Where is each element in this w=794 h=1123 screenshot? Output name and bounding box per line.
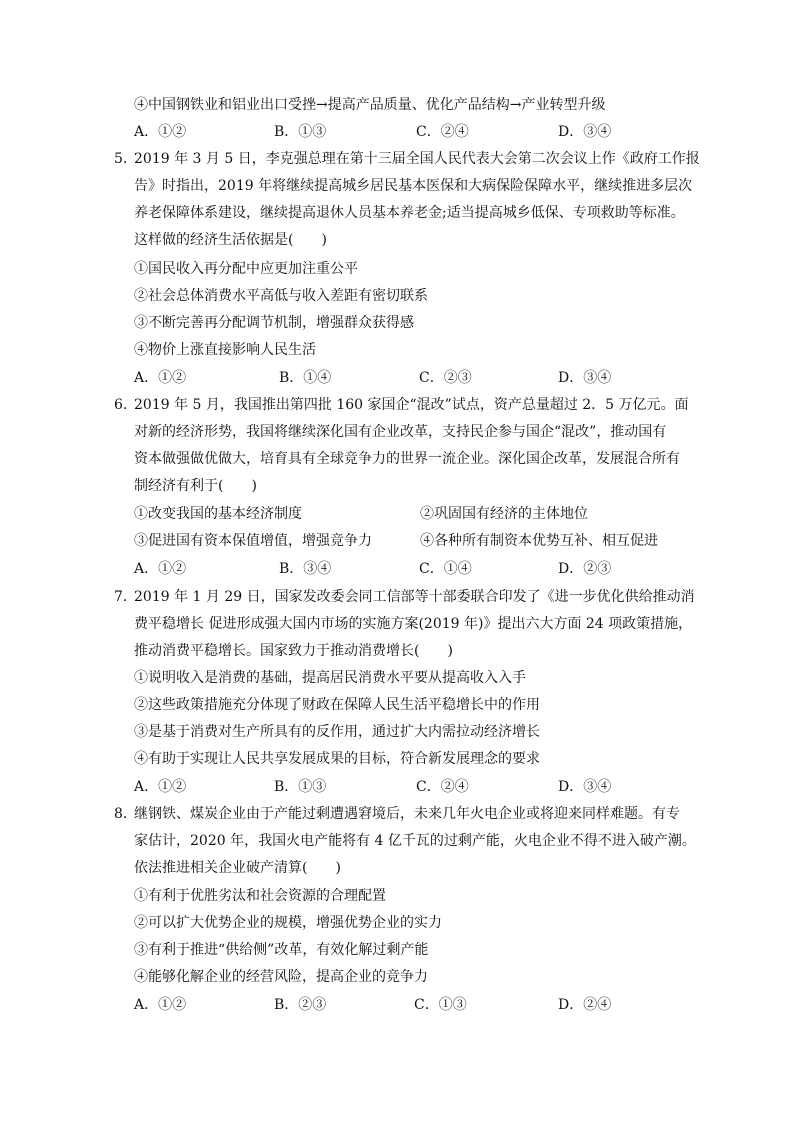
- q6-statement-4: ④各种所有制资本优势互补、相互促进: [420, 533, 658, 549]
- q8-statement-1: ①有利于优胜劣汰和社会资源的合理配置: [134, 888, 386, 904]
- q7-statement-2: ②这些政策措施充分体现了财政在保障人民生活平稳增长中的作用: [134, 697, 540, 713]
- q7-choice-c: C．②④: [416, 779, 469, 795]
- q5-statement-4: ④物价上涨直接影响人民生活: [134, 342, 316, 358]
- q6-choice-d: D．②③: [558, 561, 612, 577]
- q5-stem-line-1: 2019 年 3 月 5 日，李克强总理在第十三届全国人民代表大会第二次会议上作《政府工作报: [134, 151, 700, 167]
- q6-choice-b: B．③④: [279, 561, 332, 577]
- q7-stem-line-1: 2019 年 1 月 29 日，国家发改委会同工信部等十部委联合印发了《进一步优化供给推动消: [134, 589, 695, 605]
- q5-stem-line-3: 养老保障体系建设，继续提高退休人员基本养老金;适当提高城乡低保、专项救助等标准。: [134, 205, 685, 221]
- q7-choice-b: B．①③: [274, 779, 327, 795]
- q5-choice-c: C．②③: [419, 370, 472, 386]
- q6-stem-line-2: 对新的经济形势，我国将继续深化国有企业改革，支持民企参与国企“混改”，推动国有: [134, 424, 667, 440]
- q4-statement-4: ④中国钢铁业和铝业出口受挫→提高产品质量、优化产品结构→产业转型升级: [134, 97, 606, 113]
- q6-choice-a: A．①②: [134, 561, 187, 577]
- q8-stem-line-1: 继钢铁、煤炭企业由于产能过剩遭遇窘境后，未来几年火电企业或将迎来同样难题。有专: [134, 806, 680, 822]
- q7-number: 7．: [114, 589, 137, 605]
- q7-stem-line-2: 费平稳增长 促进形成强大国内市场的实施方案(2019 年)》提出六大方面 24 项政策措施，: [134, 616, 693, 632]
- q4-choice-b: B．①③: [274, 124, 327, 140]
- q6-statement-3: ③促进国有资本保值增值，增强竞争力: [134, 533, 372, 549]
- q6-number: 6．: [114, 397, 137, 413]
- q8-stem-line-3: 依法推进相关企业破产清算( ): [134, 860, 341, 876]
- q6-stem-line-3: 资本做强做优做大，培育具有全球竞争力的世界一流企业。深化国企改革，发展混合所有: [134, 451, 680, 467]
- q5-choice-d: D．③④: [558, 370, 612, 386]
- q8-statement-2: ②可以扩大优势企业的规模，增强优势企业的实力: [134, 915, 442, 931]
- q8-statement-3: ③有利于推进“供给侧”改革，有效化解过剩产能: [134, 942, 429, 958]
- q5-choice-a: A．①②: [134, 370, 187, 386]
- q7-stem-line-3: 推动消费平稳增长。国家致力于推动消费增长( ): [134, 643, 453, 659]
- q5-statement-3: ③不断完善再分配调节机制，增强群众获得感: [134, 315, 414, 331]
- q5-stem-line-2: 告》时指出，2019 年将继续提高城乡居民基本医保和大病保险保障水平，继续推进多层次: [134, 178, 693, 194]
- q5-statement-1: ①国民收入再分配中应更加注重公平: [134, 261, 358, 277]
- q6-stem-line-4: 制经济有利于( ): [134, 478, 257, 494]
- q4-choice-d: D．③④: [558, 124, 612, 140]
- q7-choice-d: D．③④: [558, 779, 612, 795]
- q8-statement-4: ④能够化解企业的经营风险，提高企业的竞争力: [134, 969, 428, 985]
- q5-choice-b: B．①④: [279, 370, 332, 386]
- q8-choice-c: C．①③: [414, 997, 467, 1013]
- q5-statement-2: ②社会总体消费水平高低与收入差距有密切联系: [134, 288, 428, 304]
- q7-statement-4: ④有助于实现让人民共享发展成果的目标，符合新发展理念的要求: [134, 751, 540, 767]
- q8-number: 8．: [114, 806, 137, 822]
- q6-choice-c: C．①④: [419, 561, 472, 577]
- q6-statement-2: ②巩固国有经济的主体地位: [420, 506, 588, 522]
- q4-choice-c: C．②④: [416, 124, 469, 140]
- q4-choice-a: A．①②: [134, 124, 187, 140]
- q8-choice-b: B．②③: [274, 997, 327, 1013]
- q7-statement-3: ③是基于消费对生产所具有的反作用，通过扩大内需拉动经济增长: [134, 724, 540, 740]
- q7-statement-1: ①说明收入是消费的基础，提高居民消费水平要从提高收入入手: [134, 670, 526, 686]
- q6-stem-line-1: 2019 年 5 月，我国推出第四批 160 家国企“混改”试点，资产总量超过 2．5 万亿元。面: [134, 397, 689, 413]
- q6-statement-1: ①改变我国的基本经济制度: [134, 506, 302, 522]
- q8-choice-a: A．①②: [134, 997, 187, 1013]
- q5-stem-line-4: 这样做的经济生活依据是( ): [134, 232, 327, 248]
- q8-choice-d: D．②④: [558, 997, 612, 1013]
- q7-choice-a: A．①②: [134, 779, 187, 795]
- q8-stem-line-2: 家估计，2020 年，我国火电产能将有 4 亿千瓦的过剩产能，火电企业不得不进入破产潮。: [134, 833, 696, 849]
- q5-number: 5．: [114, 151, 137, 167]
